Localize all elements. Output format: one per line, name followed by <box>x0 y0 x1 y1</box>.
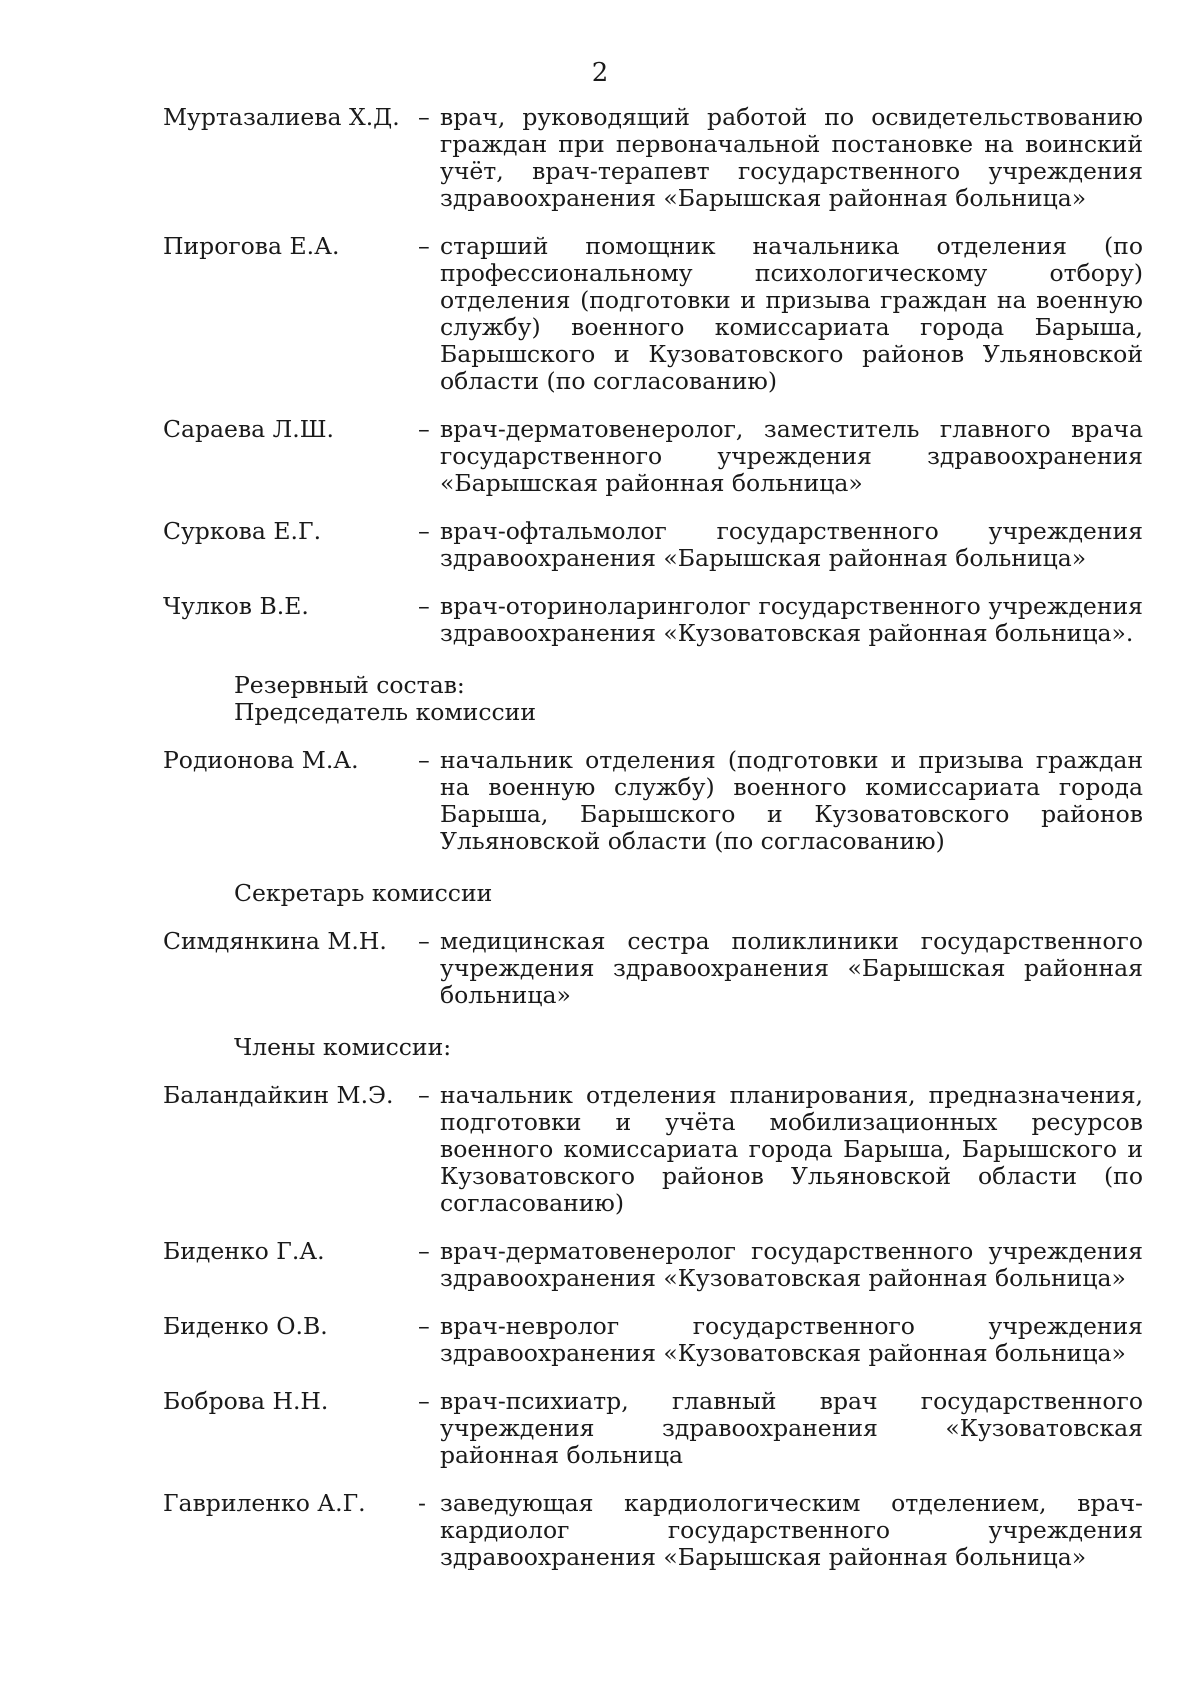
member-name: Сараева Л.Ш. <box>163 415 335 443</box>
member-name: Боброва Н.Н. <box>163 1387 329 1415</box>
document-body <box>163 104 1143 1571</box>
members-heading: Члены комиссии: <box>234 1033 452 1061</box>
member-position: начальник отделения (подготовки и призыва граждан на военную службу) военного комиссариата города Барыша, Барышского и Кузоватовского районов Ульяновской области (по согласованию) <box>440 746 1143 855</box>
member-name: Родионова М.А. <box>163 746 359 774</box>
dash-separator: – <box>418 1312 430 1340</box>
member-position: врач-дерматовенеролог, заместитель главного врача государственного учреждения здравоохранения «Барышская районная больница» <box>440 415 1143 497</box>
dash-separator: – <box>418 232 430 260</box>
member-name: Гавриленко А.Г. <box>163 1489 366 1517</box>
commission-member-entry <box>163 518 1143 572</box>
dash-separator: – <box>418 1387 430 1415</box>
page-number: 2 <box>591 58 609 88</box>
commission-member-entry <box>163 1490 1143 1571</box>
commission-member-entry <box>163 593 1143 647</box>
chair-heading: Председатель комиссии <box>234 698 536 726</box>
dash-separator: – <box>418 415 430 443</box>
member-position: старший помощник начальника отделения (по профессиональному психологическому отбору) отделения (подготовки и призыва граждан на военную службу) военного комиссариата города Барыша, Барышского и Кузоватовского районов Ульяновской области (по согласованию) <box>440 232 1143 395</box>
member-position: медицинская сестра поликлиники государственного учреждения здравоохранения «Барышская районная больница» <box>440 927 1143 1009</box>
commission-member-entry <box>163 1313 1143 1367</box>
commission-member-entry <box>163 1238 1143 1292</box>
dash-separator: – <box>418 1237 430 1265</box>
member-position: врач-оториноларинголог государственного учреждения здравоохранения «Кузоватовская районная больница». <box>440 592 1143 647</box>
member-position: врач-дерматовенеролог государственного учреждения здравоохранения «Кузоватовская районная больница» <box>440 1237 1143 1292</box>
member-name: Пирогова Е.А. <box>163 232 340 260</box>
member-name: Биденко О.В. <box>163 1312 328 1340</box>
commission-member-entry <box>163 1082 1143 1217</box>
commission-member-entry <box>163 416 1143 497</box>
member-position: врач-офтальмолог государственного учреждения здравоохранения «Барышская районная больница» <box>440 517 1143 572</box>
dash-separator: – <box>418 103 430 131</box>
commission-member-entry <box>163 1388 1143 1469</box>
dash-separator: - <box>418 1489 426 1517</box>
member-position: врач-невролог государственного учреждения здравоохранения «Кузоватовская районная больница» <box>440 1312 1143 1367</box>
member-position: врач-психиатр, главный врач государственного учреждения здравоохранения «Кузоватовская районная больница <box>440 1387 1143 1469</box>
dash-separator: – <box>418 517 430 545</box>
member-position: заведующая кардиологическим отделением, врач-кардиолог государственного учреждения здравоохранения «Барышская районная больница» <box>440 1489 1143 1571</box>
reserve-title: Резервный состав: <box>234 671 465 699</box>
dash-separator: – <box>418 1081 430 1109</box>
member-position: начальник отделения планирования, предназначения, подготовки и учёта мобилизационных ресурсов военного комиссариата города Барыша, Барышского и Кузоватовского районов Ульяновской области (по согласованию) <box>440 1081 1143 1217</box>
member-name: Чулков В.Е. <box>163 592 309 620</box>
commission-secretary-entry <box>163 928 1143 1009</box>
commission-member-entry <box>163 104 1143 212</box>
member-name: Муртазалиева Х.Д. <box>163 103 400 131</box>
commission-chair-entry <box>163 747 1143 855</box>
commission-member-entry <box>163 233 1143 395</box>
member-name: Баландайкин М.Э. <box>163 1081 394 1109</box>
member-name: Биденко Г.А. <box>163 1237 325 1265</box>
dash-separator: – <box>418 592 430 620</box>
member-name: Симдянкина М.Н. <box>163 927 387 955</box>
dash-separator: – <box>418 927 430 955</box>
member-name: Суркова Е.Г. <box>163 517 322 545</box>
secretary-heading: Секретарь комиссии <box>234 879 493 907</box>
dash-separator: – <box>418 746 430 774</box>
member-position: врач, руководящий работой по освидетельствованию граждан при первоначальной постановке на воинский учёт, врач-терапевт государственного учреждения здравоохранения «Барышская районная больница» <box>440 103 1143 212</box>
